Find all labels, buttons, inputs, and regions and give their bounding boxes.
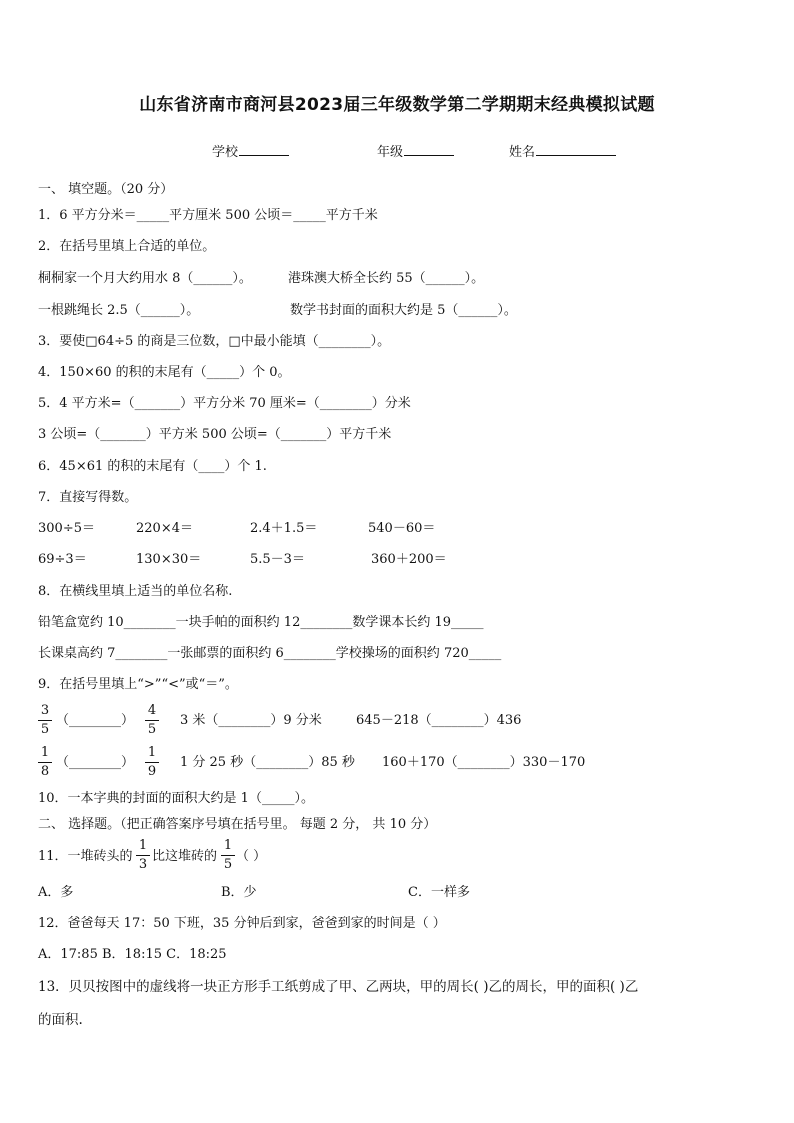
question-2b: 港珠澳大桥全长约 55（______）。	[288, 271, 485, 286]
section-2-heading: 二、 选择题。（把正确答案序号填在括号里。 每题 2 分， 共 10 分）	[38, 817, 437, 832]
fraction-1-9	[145, 745, 159, 780]
option-a[interactable]: A．多	[38, 885, 74, 900]
school-line	[239, 142, 289, 156]
page-title: 山东省济南市商河县2023届三年级数学第二学期期末经典模拟试题	[139, 95, 655, 115]
question-5a: 5．4 平方米=（_______）平方分米 70 厘米=（________）分米	[38, 396, 411, 411]
numerator: 3	[40, 703, 50, 718]
question-3: 3．要使□64÷5 的商是三位数，□中最小能填（________）。	[38, 334, 391, 349]
question-10: 10．一本字典的封面的面积大约是 1（_____）。	[38, 791, 314, 806]
numerator: 1	[40, 745, 50, 760]
fraction-4-5	[145, 703, 159, 738]
calc-7: 5.5－3＝	[250, 552, 305, 567]
calc-6: 130×30＝	[136, 552, 202, 567]
section-1-heading: 一、 填空题。（20 分）	[38, 182, 174, 197]
numerator: 1	[138, 838, 148, 853]
question-12-options[interactable]: A．17:85 B．18:15 C．18:25	[38, 947, 227, 962]
name-line	[536, 142, 616, 156]
question-4: 4．150×60 的积的末尾有（_____）个 0。	[38, 365, 291, 380]
name-label: 姓名	[509, 145, 536, 160]
denominator: 5	[40, 722, 50, 737]
question-13-line1: 13．贝贝按图中的虚线将一块正方形手工纸剪成了甲、乙两块，甲的周长( )乙的周长，甲的面积( )乙	[38, 979, 639, 995]
name-field[interactable]	[509, 141, 616, 160]
question-2: 2．在括号里填上合适的单位。	[38, 239, 216, 254]
fraction-bar	[145, 720, 159, 721]
grade-field[interactable]	[377, 141, 454, 160]
question-2c: 一根跳绳长 2.5（______）。	[38, 303, 200, 318]
question-8b: 长课桌高约 7________一张邮票的面积约 6________学校操场的面积约 720_____	[38, 646, 502, 661]
question-1: 1．6 平方分米＝_____平方厘米 500 公顷＝_____平方千米	[38, 208, 378, 223]
question-13-line2: 的面积.	[38, 1012, 83, 1028]
school-field[interactable]	[212, 141, 289, 160]
question-2d: 数学书封面的面积大约是 5（______）。	[290, 303, 517, 318]
question-11-prefix: 11．一堆砖头的	[38, 849, 133, 864]
fraction-1-8	[38, 745, 52, 780]
grade-line	[404, 142, 454, 156]
fraction-1-3	[136, 838, 150, 873]
calc-1: 300÷5＝	[38, 521, 95, 536]
compare-subtraction: 645－218（________）436	[356, 713, 522, 728]
numerator: 1	[223, 838, 233, 853]
fraction-3-5	[38, 703, 52, 738]
compare-time: 1 分 25 秒（________）85 秒	[180, 755, 355, 770]
fraction-bar	[136, 855, 150, 856]
denominator: 9	[147, 764, 157, 779]
denominator: 3	[138, 857, 148, 872]
calc-4: 540－60＝	[368, 521, 436, 536]
question-11-middle: 比这堆砖的	[152, 849, 218, 864]
question-12: 12．爸爸每天 17：50 下班，35 分钟后到家，爸爸到家的时间是（ ）	[38, 916, 446, 931]
fraction-bar	[38, 762, 52, 763]
fraction-bar	[221, 855, 235, 856]
answer-blank[interactable]: （________）	[56, 713, 135, 728]
compare-meters: 3 米（________）9 分米	[180, 713, 322, 728]
calc-5: 69÷3＝	[38, 552, 87, 567]
school-label: 学校	[212, 145, 239, 160]
question-8: 8．在横线里填上适当的单位名称.	[38, 584, 233, 599]
calc-2: 220×4＝	[136, 521, 193, 536]
grade-label: 年级	[377, 145, 404, 160]
question-11-suffix: （ ）	[236, 849, 267, 864]
compare-addition: 160＋170（________）330－170	[382, 755, 586, 770]
numerator: 1	[147, 745, 157, 760]
answer-blank[interactable]: （________）	[56, 755, 135, 770]
calc-8: 360＋200＝	[371, 552, 447, 567]
calc-3: 2.4＋1.5＝	[250, 521, 318, 536]
numerator: 4	[147, 703, 157, 718]
option-b[interactable]: B．少	[221, 885, 257, 900]
fraction-bar	[38, 720, 52, 721]
option-c[interactable]: C．一样多	[408, 885, 470, 900]
fraction-bar	[145, 762, 159, 763]
question-2a: 桐桐家一个月大约用水 8（______）。	[38, 271, 252, 286]
fraction-1-5	[221, 838, 235, 873]
denominator: 5	[223, 857, 233, 872]
question-7: 7．直接写得数。	[38, 490, 138, 505]
question-6: 6．45×61 的积的末尾有（____）个 1.	[38, 459, 267, 474]
question-8a: 铅笔盒宽约 10________一块手帕的面积约 12________数学课本长约 19_____	[38, 615, 484, 630]
student-info	[0, 141, 794, 161]
denominator: 5	[147, 722, 157, 737]
denominator: 8	[40, 764, 50, 779]
question-9: 9．在括号里填上“>”“<”或“＝”。	[38, 677, 238, 692]
question-5b: 3 公顷=（_______）平方米 500 公顷=（_______）平方千米	[38, 427, 392, 442]
